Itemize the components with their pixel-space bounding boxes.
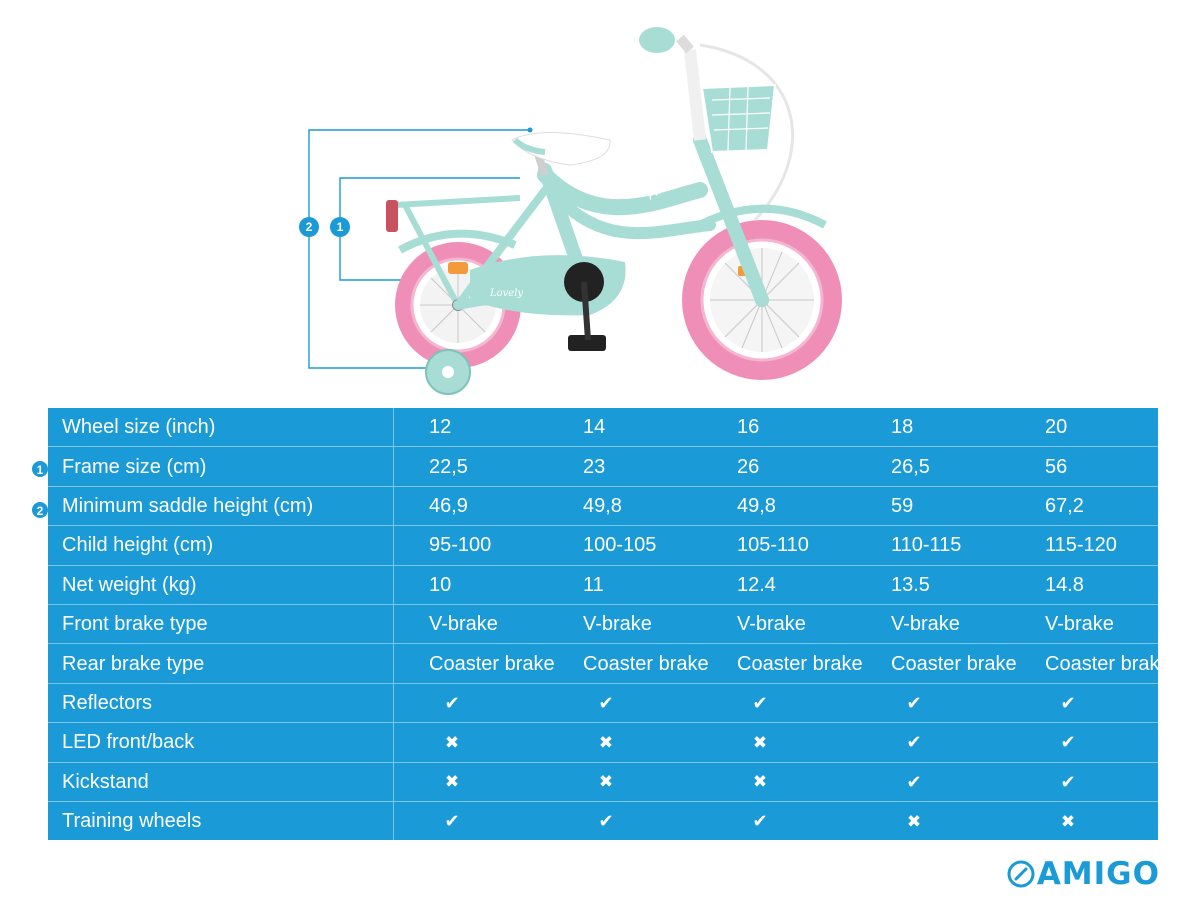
table-cell: 110-115 (887, 526, 1041, 565)
table-cell-mark (394, 683, 580, 722)
bike-illustration (0, 0, 1200, 400)
row-label: Child height (cm) (48, 526, 394, 565)
row-label: Frame size (cm) (48, 447, 394, 486)
table-cell: V-brake (394, 604, 580, 643)
bike-model-text: Lovely (490, 288, 524, 299)
table-cell-mark (1041, 762, 1158, 801)
row-label: Rear brake type (48, 644, 394, 683)
logo-text: AMIGO (1036, 856, 1160, 892)
table-cell: 46,9 (394, 486, 580, 525)
table-cell: 12.4 (733, 565, 887, 604)
table-row (48, 644, 1158, 683)
row-label: Minimum saddle height (cm) (48, 486, 394, 525)
training-wheel (426, 350, 470, 394)
dimension-badge-frame: 1 (330, 217, 350, 237)
table-cell-mark (733, 683, 887, 722)
table-cell: V-brake (887, 604, 1041, 643)
check-icon: ✔ (444, 811, 460, 832)
table-row (48, 683, 1158, 722)
table-cell: 26,5 (887, 447, 1041, 486)
check-icon: ✔ (1060, 771, 1076, 792)
table-cell: Coaster brake (579, 644, 733, 683)
table-cell: V-brake (733, 604, 887, 643)
row-label: Training wheels (48, 801, 394, 840)
row-badge-frame: 1 (31, 460, 49, 478)
table-cell: 16 (733, 408, 887, 447)
cross-icon: ✖ (598, 732, 614, 752)
table-cell-mark (733, 723, 887, 762)
table-cell: Coaster brake (733, 644, 887, 683)
table-cell-mark (394, 723, 580, 762)
row-label: Kickstand (48, 762, 394, 801)
check-icon: ✔ (444, 692, 460, 713)
table-cell: Coaster brake (394, 644, 580, 683)
dimension-badge-saddle: 2 (299, 217, 319, 237)
table-cell: 26 (733, 447, 887, 486)
table-cell: 49,8 (733, 486, 887, 525)
table-cell: 56 (1041, 447, 1158, 486)
row-badge-saddle: 2 (31, 501, 49, 519)
check-icon: ✔ (906, 692, 922, 713)
table-cell: 12 (394, 408, 580, 447)
table-row (48, 526, 1158, 565)
table-cell: 59 (887, 486, 1041, 525)
table-cell-mark (1041, 723, 1158, 762)
brand-logo (1007, 856, 1160, 892)
table-row (48, 762, 1158, 801)
row-label: Front brake type (48, 604, 394, 643)
table-cell-mark (579, 801, 733, 840)
check-icon: ✔ (752, 692, 768, 713)
table-cell-mark (579, 762, 733, 801)
rear-reflector (386, 200, 398, 232)
table-cell: V-brake (579, 604, 733, 643)
check-icon: ✔ (598, 811, 614, 832)
basket (702, 85, 775, 152)
table-cell: 18 (887, 408, 1041, 447)
table-row (48, 447, 1158, 486)
cross-icon: ✖ (906, 811, 922, 831)
table-cell-mark (887, 801, 1041, 840)
table-cell-mark (1041, 801, 1158, 840)
spec-table-body (48, 408, 1171, 840)
cross-icon: ✖ (752, 772, 768, 792)
table-cell: 49,8 (579, 486, 733, 525)
table-cell: 115-120 (1041, 526, 1158, 565)
table-cell-mark (733, 762, 887, 801)
table-cell: 10 (394, 565, 580, 604)
table-cell: V-brake (1041, 604, 1158, 643)
cross-icon: ✖ (444, 772, 460, 792)
check-icon: ✔ (752, 811, 768, 832)
table-cell: 67,2 (1041, 486, 1158, 525)
check-icon: ✔ (1060, 732, 1076, 753)
table-cell: 11 (579, 565, 733, 604)
row-label: Wheel size (inch) (48, 408, 394, 447)
table-cell-mark (887, 683, 1041, 722)
dimension-endpoint (528, 128, 533, 133)
table-cell-mark (579, 723, 733, 762)
table-row (48, 801, 1158, 840)
row-label: LED front/back (48, 723, 394, 762)
table-cell: 105-110 (733, 526, 887, 565)
table-cell-mark (887, 723, 1041, 762)
table-cell: 20 (1041, 408, 1158, 447)
table-cell: Coaster brake (887, 644, 1041, 683)
table-row (48, 723, 1158, 762)
table-cell: 14.8 (1041, 565, 1158, 604)
row-label: Net weight (kg) (48, 565, 394, 604)
table-cell-mark (394, 801, 580, 840)
table-cell-mark (733, 801, 887, 840)
logo-mark-icon (1007, 860, 1035, 888)
table-cell-mark (579, 683, 733, 722)
table-cell-mark (394, 762, 580, 801)
table-cell-mark (887, 762, 1041, 801)
table-row (48, 604, 1158, 643)
cross-icon: ✖ (598, 772, 614, 792)
table-cell: 22,5 (394, 447, 580, 486)
check-icon: ✔ (906, 771, 922, 792)
spec-table (48, 408, 1171, 840)
cross-icon: ✖ (752, 732, 768, 752)
check-icon: ✔ (598, 692, 614, 713)
cross-icon: ✖ (444, 732, 460, 752)
table-cell: 13.5 (887, 565, 1041, 604)
row-label: Reflectors (48, 683, 394, 722)
table-cell: 100-105 (579, 526, 733, 565)
bike-brand-text: AMIGO (643, 164, 693, 204)
table-cell-mark (1041, 683, 1158, 722)
table-cell: Coaster brake (1041, 644, 1158, 683)
table-cell: 23 (579, 447, 733, 486)
table-cell: 95-100 (394, 526, 580, 565)
check-icon: ✔ (1060, 692, 1076, 713)
saddle (512, 133, 610, 176)
table-row (48, 565, 1158, 604)
table-row (48, 408, 1158, 447)
table-row (48, 486, 1158, 525)
check-icon: ✔ (906, 732, 922, 753)
cross-icon: ✖ (1060, 811, 1076, 831)
table-cell: 14 (579, 408, 733, 447)
